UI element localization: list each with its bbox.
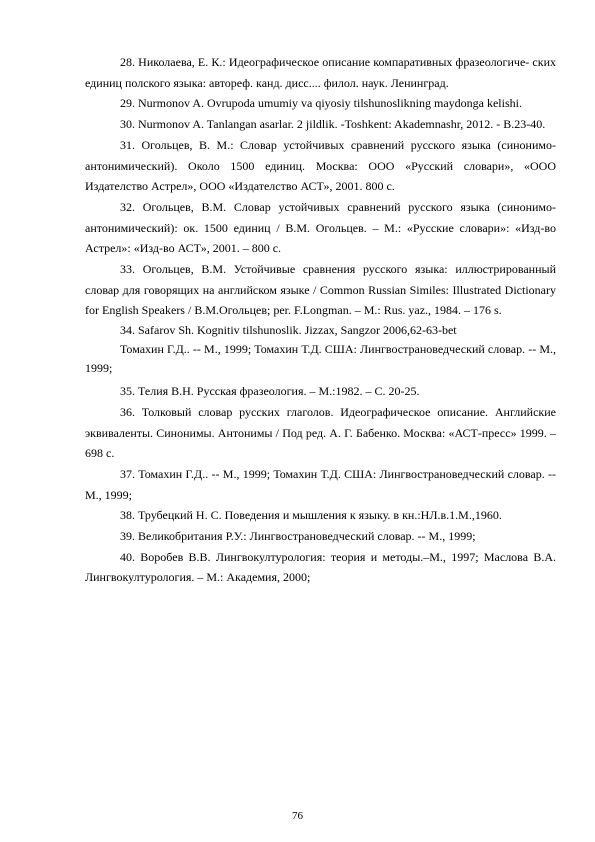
bibliography-entry-36: 36. Толковый словар русских глаголов. Идеографическое описание. Английские эквиваленты. Синонимы. Антонимы / Под ред. А. Г. Бабенко. Москва: «АСТ-пресс» 1999. – 698 с.: [85, 404, 556, 461]
bibliography-entry-34: 34. Safarov Sh. Kognitiv tilshunoslik. Jizzax, Sangzor 2006,62-63-bet: [120, 323, 457, 338]
bibliography-entry-30: 30. Nurmonov A. Tanlangan asarlar. 2 jildlik. -Toshkent: Akademnashr, 2012. - B.23-40.: [120, 117, 546, 132]
bibliography-entry-35: 35. Телия В.Н. Русская фразеология. – М.:1982. – С. 20-25.: [120, 384, 420, 399]
bibliography-entry-31: 31. Огольцев, В. М.: Словар устойчивых сравнений русского языка (синонимо-антонимический). Около 1500 единиц. Москва: ООО «Русский словари», «ООО Издателство Астрел», ООО «Издателство АСТ», 2001. 800 с.: [85, 137, 556, 194]
bibliography-entry-33: 33. Огольцев, В.М. Устойчивые сравнения русского языка: иллюстрированный словар для говорящих на английском языке / Common Russian Similes: Illustrated Dictionary for English Speakers / В.М.Огольцев; per. F.Longman. – М.: Rus. yaz., 1984. – 176 s.: [85, 262, 556, 318]
bibliography-entry-39: 39. Великобритания Р.У.: Лингвострановедческий словар. -- М., 1999;: [120, 529, 476, 544]
bibliography-list: [85, 52, 556, 588]
bibliography-entry-28: 28. Николаева, Е. К.: Идеографическое описание компаративных фразеологиче- ских единиц полского языка: автореф. канд. дисс.... филол. наук. Ленинград.: [85, 55, 556, 90]
page-number: 76: [292, 810, 303, 822]
bibliography-entry-40: 40. Воробев В.В. Лингвокултурология: теория и методы.–М., 1997; Маслова В.А. Лингвокултурология. – М.: Академия, 2000;: [85, 549, 556, 585]
bibliography-entry-29: 29. Nurmonov A. Ovrupoda umumiy va qiyosiy tilshunoslikning maydonga kelishi.: [120, 96, 522, 111]
bibliography-entry-38: 38. Трубецкий Н. С. Поведения и мышления к языку. в кн.:НЛ.в.1.М.,1960.: [120, 508, 502, 523]
bibliography-entry-tomakhin: Томахин Г.Д.. -- М., 1999; Томахин Т.Д. США: Лингвострановедческий словар. -- М., 1999;: [85, 342, 556, 376]
bibliography-entry-37: 37. Томахин Г.Д.. -- М., 1999; Томахин Т.Д. США: Лингвострановедческий словар. -- М., 1999;: [85, 466, 556, 502]
bibliography-entry-32: 32. Огольцев, В.М. Словар устойчивых сравнений русского языка (синонимо-антонимический): ок. 1500 единиц / В.М. Огольцев. – М.: «Русские словари»: «Изд-во Астрел»: «Изд-во АСТ», 2001. – 800 с.: [85, 199, 556, 256]
